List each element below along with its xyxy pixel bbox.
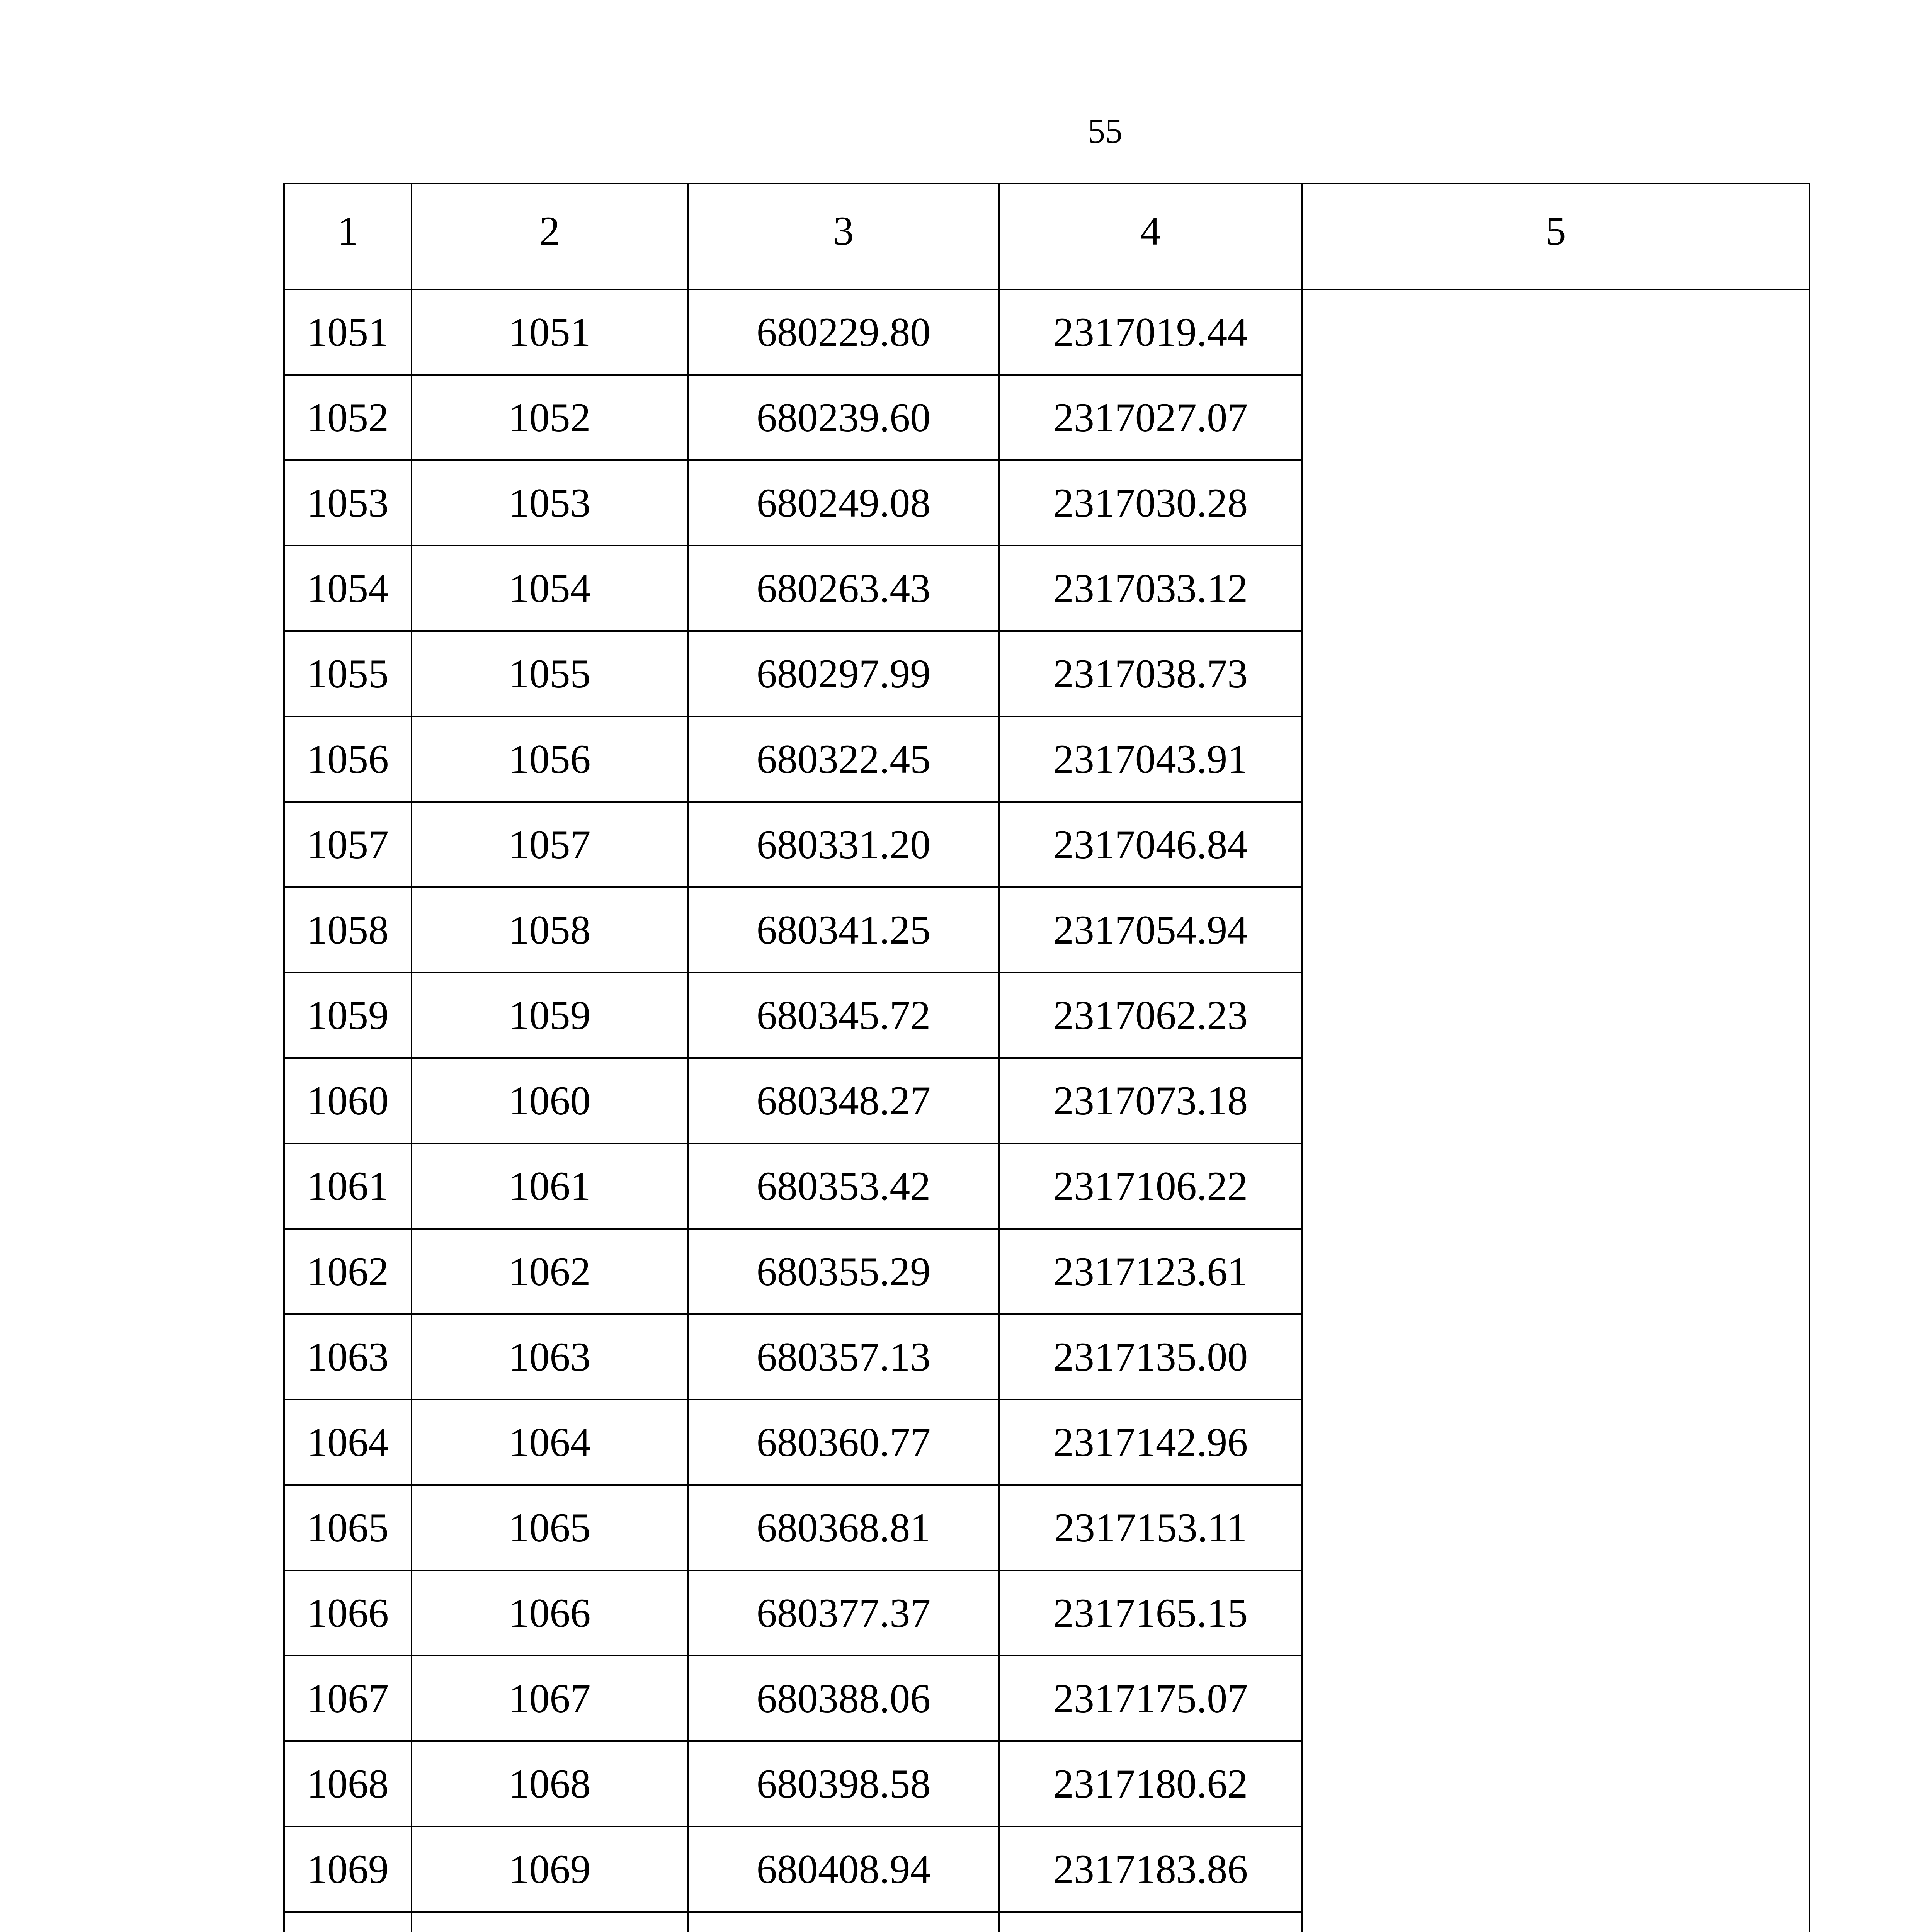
table-header-row [284,184,1810,289]
cell-point-number: 1057 [284,802,412,887]
cell-y-coordinate: 2317062.23 [999,973,1302,1058]
cell-point-number: 1053 [284,460,412,546]
cell-point-id: 1060 [412,1058,688,1143]
cell-point-id: 1065 [412,1485,688,1570]
column-header-5: 5 [1302,184,1810,289]
cell-y-coordinate: 2317027.07 [999,375,1302,460]
cell-x-coordinate: 680341.25 [688,887,999,973]
cell-x-coordinate: 680360.77 [688,1400,999,1485]
cell-point-id: 1069 [412,1827,688,1912]
cell-point-number: 1054 [284,546,412,631]
cell-point-id: 1058 [412,887,688,973]
cell-x-coordinate: 680345.72 [688,973,999,1058]
cell-point-number [284,1912,412,1932]
page-number: 55 [1088,112,1123,150]
cell-point-number: 1051 [284,289,412,375]
cell-point-id: 1057 [412,802,688,887]
column-header-2: 2 [412,184,688,289]
cell-x-coordinate [688,1912,999,1932]
cell-y-coordinate: 2317153.11 [999,1485,1302,1570]
column-header-4: 4 [999,184,1302,289]
cell-point-id: 1052 [412,375,688,460]
column-header-3: 3 [688,184,999,289]
cell-point-id: 1056 [412,716,688,802]
cell-x-coordinate: 680239.60 [688,375,999,460]
cell-point-id: 1063 [412,1314,688,1400]
cell-y-coordinate: 2317030.28 [999,460,1302,546]
cell-x-coordinate: 680368.81 [688,1485,999,1570]
cell-point-id: 1066 [412,1570,688,1656]
cell-y-coordinate: 2317038.73 [999,631,1302,716]
cell-y-coordinate: 2317046.84 [999,802,1302,887]
cell-point-number: 1069 [284,1827,412,1912]
cell-y-coordinate: 2317135.00 [999,1314,1302,1400]
cell-point-number: 1056 [284,716,412,802]
cell-x-coordinate: 680263.43 [688,546,999,631]
cell-point-number: 1065 [284,1485,412,1570]
cell-point-number: 1064 [284,1400,412,1485]
cell-point-number: 1060 [284,1058,412,1143]
cell-y-coordinate: 2317073.18 [999,1058,1302,1143]
cell-point-number: 1062 [284,1229,412,1314]
cell-point-id: 1061 [412,1143,688,1229]
cell-y-coordinate: 2317142.96 [999,1400,1302,1485]
cell-point-id: 1062 [412,1229,688,1314]
cell-point-id [412,1912,688,1932]
column-header-1: 1 [284,184,412,289]
cell-point-number: 1052 [284,375,412,460]
table-header [284,184,1810,289]
cell-x-coordinate: 680377.37 [688,1570,999,1656]
cell-x-coordinate: 680297.99 [688,631,999,716]
cell-point-number: 1067 [284,1656,412,1741]
cell-y-coordinate: 2317054.94 [999,887,1302,973]
cell-point-number: 1055 [284,631,412,716]
cell-x-coordinate: 680249.08 [688,460,999,546]
cell-point-number: 1068 [284,1741,412,1827]
cell-point-id: 1051 [412,289,688,375]
cell-notes [1302,289,1810,1932]
cell-point-id: 1055 [412,631,688,716]
cell-x-coordinate: 680353.42 [688,1143,999,1229]
cell-point-number: 1063 [284,1314,412,1400]
cell-x-coordinate: 680331.20 [688,802,999,887]
cell-x-coordinate: 680355.29 [688,1229,999,1314]
cell-point-id: 1054 [412,546,688,631]
cell-point-id: 1067 [412,1656,688,1741]
cell-point-id: 1064 [412,1400,688,1485]
cell-x-coordinate: 680229.80 [688,289,999,375]
table-row [284,289,1810,375]
cell-x-coordinate: 680348.27 [688,1058,999,1143]
cell-point-number: 1059 [284,973,412,1058]
cell-point-id: 1053 [412,460,688,546]
cell-point-number: 1058 [284,887,412,973]
cell-x-coordinate: 680408.94 [688,1827,999,1912]
cell-y-coordinate: 2317019.44 [999,289,1302,375]
cell-y-coordinate: 2317183.86 [999,1827,1302,1912]
coordinates-table [283,183,1810,1932]
cell-point-id: 1059 [412,973,688,1058]
cell-y-coordinate: 2317043.91 [999,716,1302,802]
cell-y-coordinate: 2317033.12 [999,546,1302,631]
table-body [284,289,1810,1932]
cell-x-coordinate: 680398.58 [688,1741,999,1827]
cell-y-coordinate: 2317175.07 [999,1656,1302,1741]
cell-point-number: 1061 [284,1143,412,1229]
cell-y-coordinate: 2317165.15 [999,1570,1302,1656]
cell-x-coordinate: 680388.06 [688,1656,999,1741]
cell-y-coordinate: 2317106.22 [999,1143,1302,1229]
cell-x-coordinate: 680322.45 [688,716,999,802]
cell-y-coordinate: 2317123.61 [999,1229,1302,1314]
cell-point-id: 1068 [412,1741,688,1827]
cell-y-coordinate [999,1912,1302,1932]
cell-point-number: 1066 [284,1570,412,1656]
cell-x-coordinate: 680357.13 [688,1314,999,1400]
cell-y-coordinate: 2317180.62 [999,1741,1302,1827]
